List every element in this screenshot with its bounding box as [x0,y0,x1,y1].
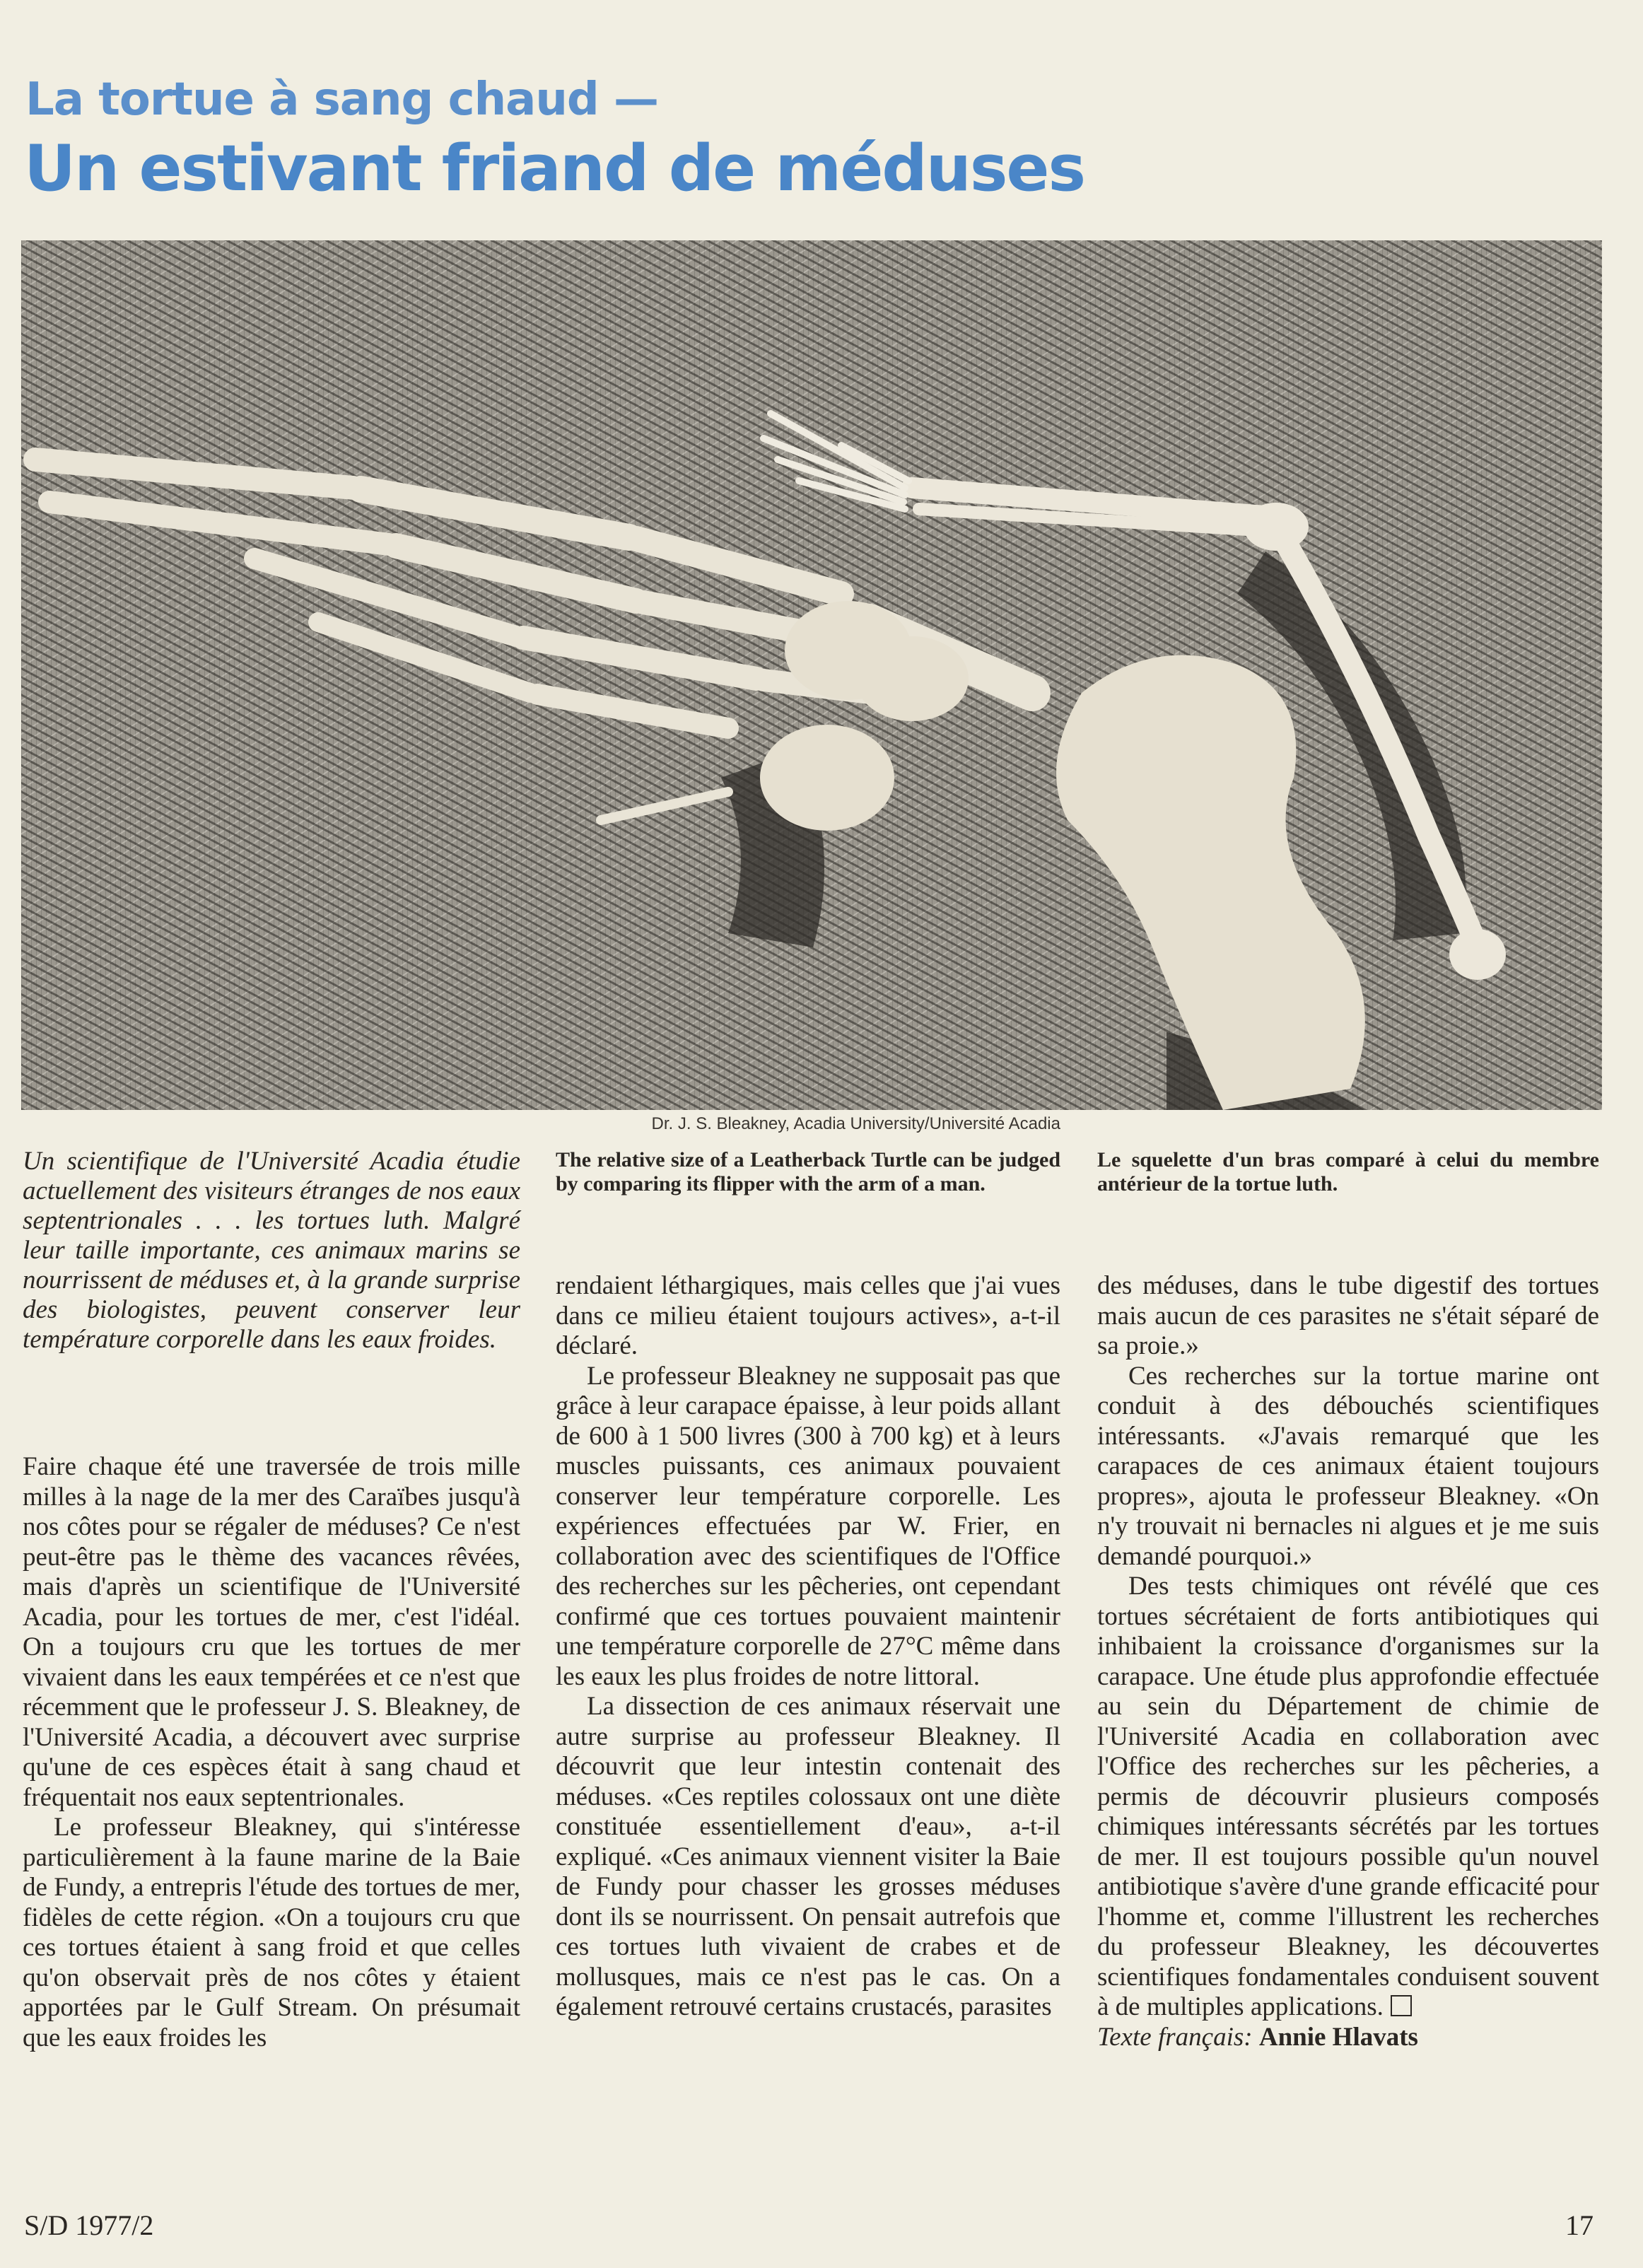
translator-credit [1097,2023,1599,2053]
paragraph: La dissection de ces animaux réservait une autre surprise au professeur Bleakney. Il découvrit que leur intestin contenait des méduses. «Ces reptiles colossaux ont une diète constituée essentiellement d'eau», a-t-il expliqué. «Ces animaux viennent visiter la Baie de Fundy pour chasser les grosses méduses dont ils se nourrissent. On pensait autrefois que ces tortues luth vivaient de crabes et de mollusques, mais ce n'est pas le cas. On a également retrouvé certains crustacés, parasites [556,1692,1060,2021]
end-mark-icon [1391,1995,1412,2016]
translator-label: Texte français: [1097,2022,1253,2052]
article-column-3 [1097,1271,1599,2052]
article-lead: Un scientifique de l'Université Acadia étudie actuellement des visiteurs étranges de nos eaux septentrionales . . . les tortues luth. Malgré leur taille importante, ces animaux marins se nourrissent de méduses et, à la grande surprise des biologistes, peuvent conserver leur température corporelle dans les eaux froides. [23,1147,520,1354]
issue-label: S/D 1977/2 [24,2209,154,2241]
skeleton-photo [21,240,1602,1110]
skeleton-illustration [21,240,1602,1110]
paragraph: des méduses, dans le tube digestif des tortues mais aucun de ces parasites ne s'était séparé de sa proie.» [1097,1271,1599,1360]
paragraph [1097,1572,1599,2023]
page-number: 17 [1565,2209,1594,2241]
paragraph: rendaient léthargiques, mais celles que j'ai vues dans ce milieu étaient toujours actives», a-t-il déclaré. [556,1271,1060,1360]
caption-english: The relative size of a Leatherback Turtle can be judged by comparing its flipper with the arm of a man. [556,1148,1060,1196]
photo-credit: Dr. J. S. Bleakney, Acadia University/Université Acadia [651,1114,1060,1133]
translator-name: Annie Hlavats [1258,2022,1418,2052]
article-kicker: La tortue à sang chaud — [25,74,658,126]
paragraph: Ces recherches sur la tortue marine ont conduit à des débouchés scientifiques intéressants. «J'avais remarqué que les carapaces de ces animaux étaient toujours propres», ajouta le professeur Bleakney. «On n'y trouvait ni bernacles ni algues et je me suis demandé pourquoi.» [1097,1361,1599,1571]
article-column-1 [23,1452,520,2053]
article-column-2 [556,1271,1060,2023]
caption-french: Le squelette d'un bras comparé à celui du membre antérieur de la tortue luth. [1097,1148,1599,1196]
article-title: Un estivant friand de méduses [24,131,1085,206]
paragraph: Faire chaque été une traversée de trois mille milles à la nage de la mer des Caraïbes jusqu'à nos côtes pour se régaler de méduses? Ce n'est peut-être pas le thème des vacances rêvées, mais d'après un scientifique de l'Université Acadia, pour les tortues de mer, c'est l'idéal. On a toujours cru que les tortues de mer vivaient dans les eaux tempérées et ce n'est que récemment que le professeur J. S. Bleakney, de l'Université Acadia, a découvert avec surprise qu'une de ces espèces était à sang chaud et fréquentait nos eaux septentrionales. [23,1452,520,1812]
paragraph: Le professeur Bleakney, qui s'intéresse particulièrement à la faune marine de la Baie de Fundy, a entrepris l'étude des tortues de mer, fidèles de cette région. «On a toujours cru que ces tortues étaient à sang froid et que celles qu'on observait près de nos côtes y étaient apportées par le Gulf Stream. On présumait que les eaux froides les [23,1813,520,2052]
paragraph: Le professeur Bleakney ne supposait pas que grâce à leur carapace épaisse, à leur poids allant de 600 à 1 500 livres (300 à 700 kg) et à leurs muscles puissants, ces animaux pouvaient conserver leur température corporelle. Les expériences effectuées par W. Frier, en collaboration avec des scientifiques de l'Office des recherches sur les pêcheries, ont cependant confirmé que ces tortues pouvaient maintenir une température corporelle de 27°C même dans les eaux les plus froides de notre littoral. [556,1361,1060,1691]
paragraph-text: Des tests chimiques ont révélé que ces tortues sécrétaient de forts antibiotiques qui inhibaient la croissance d'organismes sur la carapace. Une étude plus approfondie effectuée au sein du Département de chimie de l'Université Acadia en collaboration avec l'Office des recherches sur les pêcheries, a permis de découvrir plusieurs composés chimiques intéressants sécrétés par les tortues de mer. Il est toujours possible qu'un nouvel antibiotique s'avère d'une grande efficacité pour l'homme et, comme l'illustrent les recherches du professeur Bleakney, les découvertes scientifiques fondamentales conduisent souvent à de multiples applications. [1097,1572,1599,2021]
